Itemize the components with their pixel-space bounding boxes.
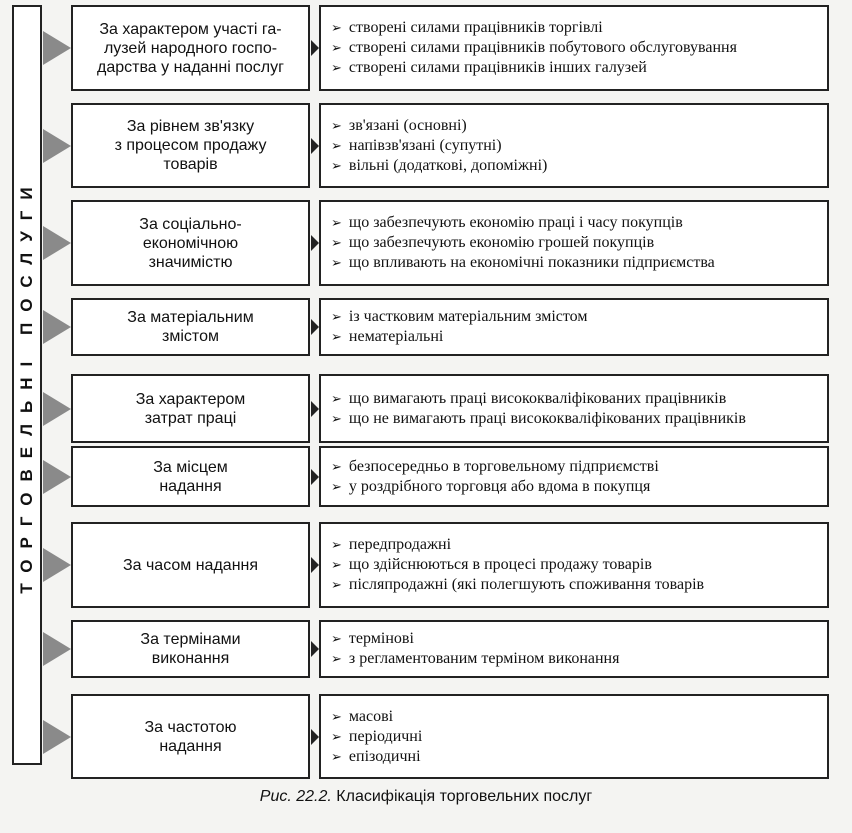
connector-triangle	[43, 720, 71, 754]
connector-triangle	[43, 129, 71, 163]
criterion-label: За матеріальним змістом	[127, 309, 254, 345]
list-item: ➢ створені силами працівників інших галузей	[331, 58, 827, 78]
criterion-box	[71, 103, 310, 188]
list-item: ➢ що здійснюються в процесі продажу товарів	[331, 555, 827, 575]
connector-triangle	[43, 548, 71, 582]
connector-arrow	[311, 729, 319, 745]
items-box	[319, 694, 829, 779]
connector-triangle	[43, 31, 71, 65]
criterion-label: За характером участі га- лузей народного госпо- дарства у наданні послуг	[97, 20, 284, 76]
connector-triangle	[43, 460, 71, 494]
criterion-label: За характером затрат праці	[135, 390, 246, 427]
connector-arrow	[311, 138, 319, 154]
items-box	[319, 374, 829, 443]
items-box	[319, 200, 829, 286]
list-item: ➢ із частковим матеріальним змістом	[331, 307, 827, 327]
list-item: ➢ напівзв'язані (супутні)	[331, 136, 827, 156]
list-item: ➢ що впливають на економічні показники підприємства	[331, 253, 827, 273]
list-item: ➢ зв'язані (основні)	[331, 116, 827, 136]
criterion-label: За місцем надання	[153, 458, 228, 495]
connector-arrow	[311, 401, 319, 417]
figure-title: Класифікація торговельних послуг	[336, 788, 593, 805]
list-item: ➢ масові	[331, 707, 827, 727]
criterion-box	[71, 446, 310, 507]
list-item: ➢ епізодичні	[331, 747, 827, 767]
criterion-label: За часом надання	[122, 556, 259, 574]
items-box	[319, 103, 829, 188]
criterion-box	[71, 298, 310, 356]
list-item: ➢ передпродажні	[331, 535, 827, 555]
list-item: ➢ що забезпечують економію грошей покупців	[331, 233, 827, 253]
connector-arrow	[311, 235, 319, 251]
list-item: ➢ післяпродажні (які полегшують споживання товарів	[331, 575, 827, 595]
items-box	[319, 298, 829, 356]
criterion-label: За частотою надання	[144, 718, 237, 755]
list-item: ➢ створені силами працівників побутового обслуговування	[331, 38, 827, 58]
figure-number: Рис. 22.2.	[259, 788, 332, 805]
list-item: ➢ з регламентованим терміном виконання	[331, 649, 827, 669]
criterion-label: За соціально- економічною значимістю	[139, 215, 242, 271]
criterion-box	[71, 200, 310, 286]
criterion-label: За термінами виконання	[140, 631, 241, 667]
connector-triangle	[43, 226, 71, 260]
list-item: ➢ що не вимагають праці висококваліфікованих працівників	[331, 409, 827, 429]
list-item: ➢ нематеріальні	[331, 327, 827, 347]
criterion-box	[71, 522, 310, 608]
connector-arrow	[311, 319, 319, 335]
list-item: ➢ що вимагають праці висококваліфікованих працівників	[331, 389, 827, 409]
title-bar	[12, 5, 42, 765]
criterion-label: За рівнем зв'язку з процесом продажу товарів	[114, 118, 267, 173]
criterion-box	[71, 620, 310, 678]
list-item: ➢ безпосередньо в торговельному підприємстві	[331, 457, 827, 477]
items-box	[319, 446, 829, 507]
connector-arrow	[311, 557, 319, 573]
connector-triangle	[43, 632, 71, 666]
connector-arrow	[311, 641, 319, 657]
items-box	[319, 522, 829, 608]
connector-triangle	[43, 392, 71, 426]
items-box	[319, 620, 829, 678]
list-item: ➢ у роздрібного торговця або вдома в покупця	[331, 477, 827, 497]
list-item: ➢ вільні (додаткові, допоміжні)	[331, 156, 827, 176]
connector-arrow	[311, 469, 319, 485]
diagram-title: ТОРГОВЕЛЬНІ ПОСЛУГИ	[17, 176, 36, 594]
items-box	[319, 5, 829, 91]
list-item: ➢ періодичні	[331, 727, 827, 747]
connector-arrow	[311, 40, 319, 56]
criterion-box	[71, 694, 310, 779]
connector-triangle	[43, 310, 71, 344]
list-item: ➢ термінові	[331, 629, 827, 649]
list-item: ➢ створені силами працівників торгівлі	[331, 18, 827, 38]
criterion-box	[71, 5, 310, 91]
criterion-box	[71, 374, 310, 443]
list-item: ➢ що забезпечують економію праці і часу покупців	[331, 213, 827, 233]
figure-caption	[0, 788, 852, 806]
